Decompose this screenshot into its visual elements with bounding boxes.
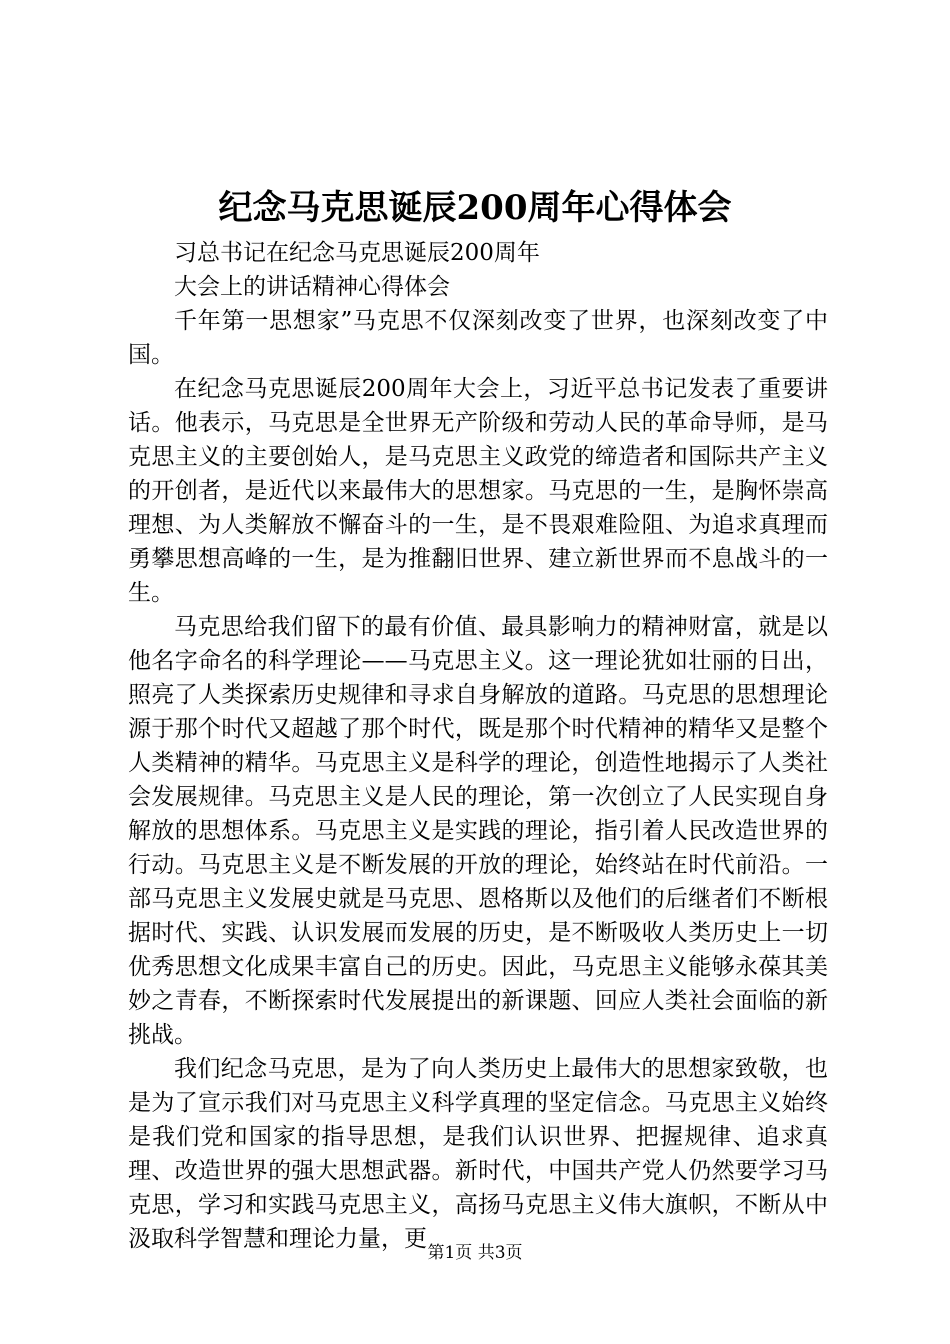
document-title: 纪念马克思诞辰200周年心得体会: [218, 188, 732, 228]
paragraph: 在纪念马克思诞辰200周年大会上，习近平总书记发表了重要讲话。他表示，马克思是全世界无产阶级和劳动人民的革命导师，是马克思主义的主要创始人，是马克思主义政党的缔造者和国际共产主义的开创者，是近代以来最伟大的思想家。马克思的一生，是胸怀崇高理想、为人类解放不懈奋斗的一生，是不畏艰难险阻、为追求真理而勇攀思想高峰的一生，是为推翻旧世界、建立新世界而不息战斗的一生。: [128, 376, 828, 606]
paragraph: 大会上的讲话精神心得体会: [174, 274, 450, 300]
document-body: [128, 236, 828, 1256]
paragraph: 马克思给我们留下的最有价值、最具影响力的精神财富，就是以他名字命名的科学理论——马克思主义。这一理论犹如壮丽的日出，照亮了人类探索历史规律和寻求自身解放的道路。马克思的思想理论源于那个时代又超越了那个时代，既是那个时代精神的精华又是整个人类精神的精华。马克思主义是科学的理论，创造性地揭示了人类社会发展规律。马克思主义是人民的理论，第一次创立了人民实现自身解放的思想体系。马克思主义是实践的理论，指引着人民改造世界的行动。马克思主义是不断发展的开放的理论，始终站在时代前沿。一部马克思主义发展史就是马克思、恩格斯以及他们的后继者们不断根据时代、实践、认识发展而发展的历史，是不断吸收人类历史上一切优秀思想文化成果丰富自己的历史。因此，马克思主义能够永葆其美妙之青春，不断探索时代发展提出的新课题、回应人类社会面临的新挑战。: [128, 614, 828, 1048]
paragraph: 千年第一思想家”马克思不仅深刻改变了世界，也深刻改变了中国。: [128, 308, 828, 368]
paragraph: 习总书记在纪念马克思诞辰200周年: [174, 240, 540, 266]
page-footer: 第1页 共3页: [427, 1243, 523, 1263]
paragraph: 我们纪念马克思，是为了向人类历史上最伟大的思想家致敬，也是为了宣示我们对马克思主义科学真理的坚定信念。马克思主义始终是我们党和国家的指导思想，是我们认识世界、把握规律、追求真理、改造世界的强大思想武器。新时代，中国共产党人仍然要学习马克思，学习和实践马克思主义，高扬马克思主义伟大旗帜，不断从中汲取科学智慧和理论力量，更: [128, 1056, 828, 1252]
